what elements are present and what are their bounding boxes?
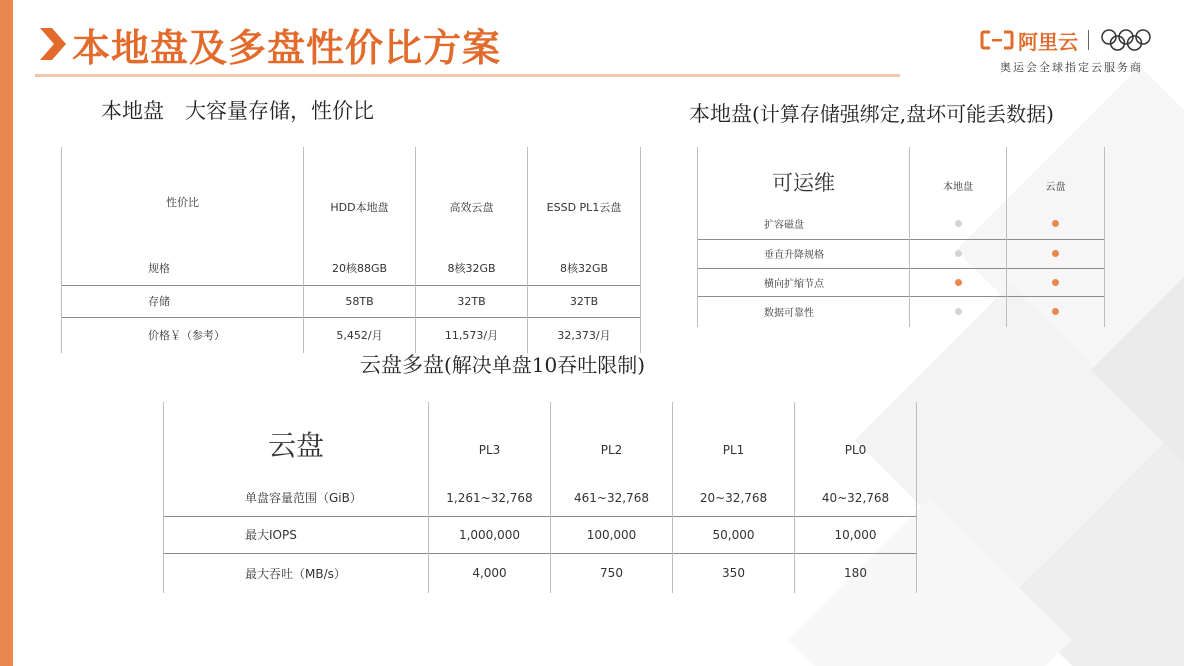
status-dot-icon <box>1052 308 1059 315</box>
brand-logo <box>980 25 1155 77</box>
table-row <box>164 553 917 593</box>
row-label: 最大IOPS <box>164 516 429 553</box>
column-header: PL0 <box>795 402 917 480</box>
status-dot-icon <box>1052 279 1059 286</box>
local-disk-ops-heading <box>689 98 1054 128</box>
table-row <box>698 296 1105 327</box>
table-cell: 5,452/月 <box>304 317 416 353</box>
ops-table-title: 可运维 <box>698 147 910 209</box>
table-row <box>698 268 1105 296</box>
status-dot-icon <box>1052 250 1059 257</box>
title-underline <box>35 74 900 77</box>
table-row <box>164 516 917 553</box>
table-row <box>698 209 1105 239</box>
status-dot-icon <box>955 250 962 257</box>
operability-table <box>697 147 1105 327</box>
cloud-multi-disk-heading <box>360 349 645 379</box>
status-cell <box>910 209 1007 239</box>
row-label: 单盘容量范围（GiB） <box>164 480 429 516</box>
status-cell <box>1007 239 1105 268</box>
local-disk-ops-note: (计算存储强绑定,盘坏可能丢数据) <box>752 102 1054 126</box>
table-header-row <box>698 147 1105 209</box>
table-cell: 11,573/月 <box>416 317 528 353</box>
cloud-multi-note: (解决单盘10吞吐限制) <box>444 353 646 377</box>
left-accent-bar <box>0 0 13 666</box>
olympic-rings-icon <box>1099 28 1153 52</box>
table-cell: 20核88GB <box>304 251 416 285</box>
table-cell: 4,000 <box>429 553 551 593</box>
status-cell <box>1007 268 1105 296</box>
status-dot-icon <box>955 308 962 315</box>
table-row <box>164 480 917 516</box>
aliyun-logo-icon <box>980 30 1014 50</box>
table-cell: 32TB <box>416 285 528 317</box>
table-cell: 50,000 <box>673 516 795 553</box>
column-header: 本地盘 <box>910 147 1007 209</box>
table-cell: 750 <box>551 553 673 593</box>
column-header: 高效云盘 <box>416 147 528 251</box>
table-cell: 8核32GB <box>528 251 641 285</box>
table-row <box>698 239 1105 268</box>
logo-divider <box>1088 30 1089 50</box>
table-cell: 20~32,768 <box>673 480 795 516</box>
status-cell <box>910 239 1007 268</box>
table-cell: 100,000 <box>551 516 673 553</box>
table-cell: 1,261~32,768 <box>429 480 551 516</box>
status-cell <box>910 268 1007 296</box>
row-label: 数据可靠性 <box>698 296 910 327</box>
row-label: 最大吞吐（MB/s） <box>164 553 429 593</box>
table-header-row <box>62 147 641 251</box>
column-header: ESSD PL1云盘 <box>528 147 641 251</box>
row-label: 横向扩缩节点 <box>698 268 910 296</box>
row-label: 存储 <box>62 285 304 317</box>
table-cell: 40~32,768 <box>795 480 917 516</box>
status-dot-icon <box>955 220 962 227</box>
row-label: 垂直升降规格 <box>698 239 910 268</box>
column-header: PL1 <box>673 402 795 480</box>
local-disk-ops-main: 本地盘 <box>689 102 752 126</box>
table-cell: 10,000 <box>795 516 917 553</box>
value-comparison-table <box>61 147 641 353</box>
row-label: 扩容磁盘 <box>698 209 910 239</box>
cloud-table-title: 云盘 <box>164 402 429 480</box>
brand-subtitle: 奥运会全球指定云服务商 <box>1000 61 1143 74</box>
status-cell <box>1007 296 1105 327</box>
status-cell <box>1007 209 1105 239</box>
table-row <box>62 251 641 285</box>
page-title: 本地盘及多盘性价比方案 <box>72 25 502 70</box>
column-header: 云盘 <box>1007 147 1105 209</box>
row-label: 规格 <box>62 251 304 285</box>
table-cell: 180 <box>795 553 917 593</box>
highlighted-cell: 350 <box>673 553 795 593</box>
table-cell: 8核32GB <box>416 251 528 285</box>
slide-title <box>38 18 501 70</box>
table-row <box>62 317 641 353</box>
status-dot-icon <box>1052 220 1059 227</box>
status-cell <box>910 296 1007 327</box>
table-cell: 461~32,768 <box>551 480 673 516</box>
column-header: PL2 <box>551 402 673 480</box>
table-header-row <box>164 402 917 480</box>
chevron-right-icon <box>38 24 68 64</box>
row-label: 价格￥（参考） <box>62 317 304 353</box>
column-header: PL3 <box>429 402 551 480</box>
table-cell: 32TB <box>528 285 641 317</box>
table-row <box>62 285 641 317</box>
local-disk-value-heading: 本地盘 大容量存储，性价比 <box>101 99 374 123</box>
column-header: HDD本地盘 <box>304 147 416 251</box>
table-cell: 58TB <box>304 285 416 317</box>
brand-name: 阿里云 <box>1018 29 1078 54</box>
cloud-disk-table <box>163 402 917 593</box>
table-cell: 1,000,000 <box>429 516 551 553</box>
status-dot-icon <box>955 279 962 286</box>
table-cell: 32,373/月 <box>528 317 641 353</box>
cloud-multi-main: 云盘多盘 <box>360 353 444 377</box>
value-table-title: 性价比 <box>62 147 304 251</box>
